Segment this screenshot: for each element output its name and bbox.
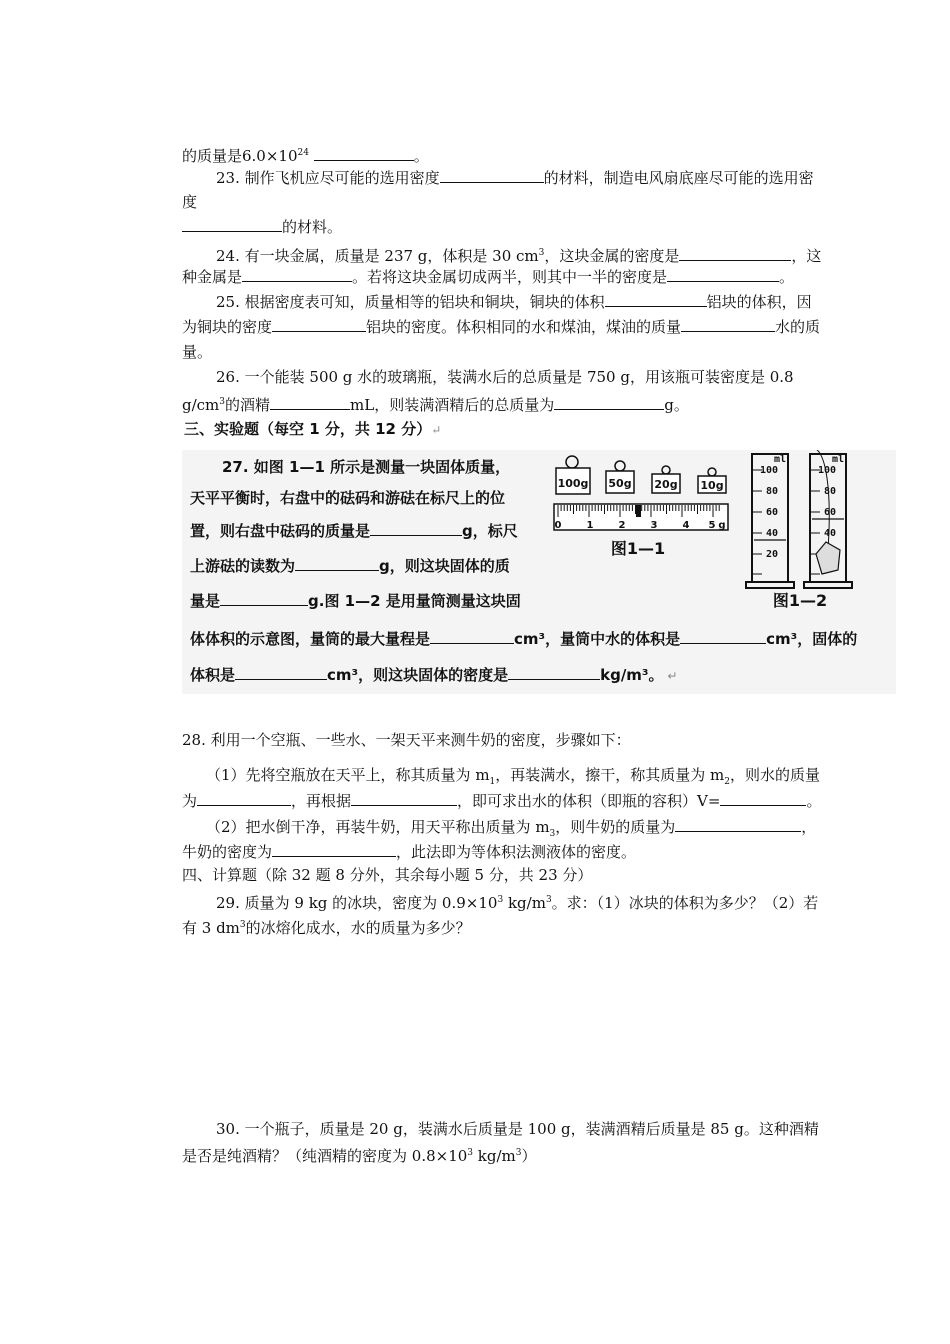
- q28-text-k: 牛奶的密度为: [182, 843, 273, 861]
- ruler-label-4: 4: [682, 520, 690, 531]
- rider-icon: [636, 505, 641, 517]
- cylinder-1-unit: ml: [774, 454, 787, 465]
- q27-line6: [190, 628, 857, 650]
- q22-blank[interactable]: [314, 145, 414, 161]
- paragraph-mark-icon: ↵: [431, 423, 442, 437]
- q28-text-e: ，再根据: [291, 792, 352, 810]
- q28-text-a: （1）先将空瓶放在天平上，称其质量为 m: [206, 766, 490, 784]
- q25-text-a: 根据密度表可知，质量相等的铝块和铜块，铜块的体积: [244, 293, 605, 311]
- q24-line2: [182, 266, 794, 288]
- q24-text-a: 有一块金属，质量是 237 g，体积是 30 cm: [244, 247, 539, 265]
- q25-blank-3[interactable]: [681, 316, 775, 332]
- weight-label-100g: 100g: [557, 477, 589, 490]
- q23-line3: [182, 216, 342, 238]
- q28-intro: [182, 729, 631, 751]
- q28-intro-text: 28. 利用一个空瓶、一些水、一架天平来测牛奶的密度，步骤如下：: [182, 731, 631, 749]
- q26-number: 26.: [216, 368, 240, 386]
- q30-text-d: ）: [521, 1147, 537, 1165]
- q30-text-c: kg/m: [473, 1147, 516, 1165]
- section3-title-text: 三、实验题（每空 1 分，共 12 分）: [184, 420, 432, 438]
- q30-text-b: 是否是纯酒精？（纯酒精的密度为 0.8×10: [182, 1147, 468, 1165]
- q28-sub-1: 1: [489, 777, 496, 787]
- ruler-label-g: g: [718, 520, 726, 531]
- q25-text-d: 铝块的密度。体积相同的水和煤油，煤油的质量: [366, 318, 682, 336]
- q25-text-e: 水的质: [775, 318, 821, 336]
- q29-line1: [216, 889, 818, 914]
- q28-line2: [182, 790, 821, 812]
- cylinder-2-label-80: 80: [824, 486, 837, 497]
- q23-line2: [182, 191, 197, 213]
- q27-text-7b: cm³，则这块固体的密度是: [327, 666, 509, 684]
- section4-title-text: 四、计算题（除 32 题 8 分外，其余每小题 5 分，共 23 分）: [182, 866, 593, 884]
- q24-text-c: ，这: [791, 247, 822, 265]
- q28-text-d: 为: [182, 792, 198, 810]
- q26-line2: [182, 391, 689, 416]
- q26-text-b: g/cm: [182, 396, 220, 414]
- cylinder-1-label-100: 100: [760, 465, 779, 476]
- q26-sup: 3: [219, 397, 226, 407]
- q25-line2: [182, 316, 820, 338]
- cylinder-2-unit: ml: [832, 454, 845, 465]
- q25-blank-2[interactable]: [272, 316, 366, 332]
- weight-label-10g: 10g: [700, 479, 724, 492]
- q27-blank-1[interactable]: [370, 520, 462, 536]
- q22-tail: [182, 142, 429, 167]
- figure-1-2-caption: 图1—2: [772, 591, 828, 610]
- q22-end: 。: [413, 147, 429, 165]
- q23-text-a: 制作飞机应尽可能的选用密度: [244, 169, 440, 187]
- q24-sup: 3: [538, 248, 545, 258]
- q29-sup-1: 3: [497, 895, 504, 905]
- q27-text-4b: g，则这块固体的质: [379, 557, 510, 575]
- q27-text-6a: 体体积的示意图，量筒的最大量程是: [190, 630, 431, 648]
- q29-text-d: 有 3 dm: [182, 919, 240, 937]
- q26-text-e: g。: [664, 396, 689, 414]
- q30-line2: [182, 1142, 537, 1167]
- q27-text-4a: 上游砝的读数为: [190, 557, 296, 575]
- paragraph-mark-icon: ↵: [663, 669, 678, 683]
- q28-text-c: ，则水的质量: [730, 766, 821, 784]
- q27-text-3a: 置，则右盘中砝码的质量是: [190, 522, 371, 540]
- cylinder-2-icon: [804, 450, 852, 588]
- q27-text-7c: kg/m³。: [600, 666, 664, 684]
- ruler-label-5: 5: [708, 520, 716, 531]
- q24-line1: [216, 242, 821, 267]
- q27-text-5b: g.图 1—2 是用量筒测量这块固: [308, 592, 521, 610]
- q24-number: 24.: [216, 247, 240, 265]
- q28-blank-1[interactable]: [197, 790, 291, 806]
- q27-line4: [190, 555, 510, 577]
- q27-line5: [190, 590, 521, 612]
- q28-sub-2: 2: [724, 777, 731, 787]
- q27-line1: [222, 456, 510, 478]
- q27-blank-6[interactable]: [235, 664, 327, 680]
- q24-text-d: 种金属是: [182, 268, 243, 286]
- q27-text-3b: g，标尺: [462, 522, 518, 540]
- q23-line1: [216, 167, 814, 189]
- q24-blank-2[interactable]: [242, 266, 352, 282]
- ruler-label-1: 1: [586, 520, 594, 531]
- q23-blank-1[interactable]: [440, 167, 544, 183]
- q28-text-g: 。: [806, 792, 822, 810]
- q23-number: 23.: [216, 169, 240, 187]
- q27-blank-7[interactable]: [508, 664, 600, 680]
- cylinder-1-label-80: 80: [766, 486, 779, 497]
- q28-line4: [182, 841, 636, 863]
- ruler-label-3: 3: [650, 520, 658, 531]
- q26-text-c: 的酒精: [225, 396, 271, 414]
- q27-blank-5[interactable]: [680, 628, 766, 644]
- q27-blank-4[interactable]: [430, 628, 514, 644]
- q27-line3: [190, 520, 518, 542]
- q28-blank-4[interactable]: [675, 816, 801, 832]
- q26-blank-2[interactable]: [554, 394, 664, 410]
- q27-text-1: 27. 如图 1—1 所示是测量一块固体质量，: [222, 458, 511, 476]
- q24-text-b: ，这块金属的密度是: [544, 247, 680, 265]
- q28-text-f: ，即可求出水的体积（即瓶的容积）V=: [457, 792, 721, 810]
- weight-20g-icon: [652, 466, 680, 493]
- q26-blank-1[interactable]: [270, 394, 350, 410]
- cylinder-1-label-60: 60: [766, 507, 779, 518]
- q25-text-f: 量。: [182, 343, 213, 361]
- figure-1-1-caption: 图1—1: [610, 539, 666, 558]
- q25-text-c: 为铜块的密度: [182, 318, 273, 336]
- q25-blank-1[interactable]: [605, 291, 707, 307]
- q27-box: [182, 450, 896, 694]
- cylinder-1-label-20: 20: [766, 549, 779, 560]
- q27-line2: [190, 487, 505, 509]
- q27-text-6b: cm³，量筒中水的体积是: [514, 630, 681, 648]
- q28-text-h: （2）把水倒干净，再装牛奶，用天平称出质量为 m: [206, 818, 550, 836]
- q30-sup-1: 3: [467, 1148, 474, 1158]
- q29-text-b: kg/m: [503, 894, 546, 912]
- q28-line1: [206, 764, 820, 793]
- section4-title: [182, 864, 592, 886]
- q30-sup-2: 3: [515, 1148, 522, 1158]
- cylinder-2-label-40: 40: [824, 528, 837, 539]
- q30-text-a: 30. 一个瓶子，质量是 20 g，装满水后质量是 100 g，装满酒精后质量是 85 g。这种酒精: [216, 1120, 819, 1138]
- q28-text-l: ，此法即为等体积法测液体的密度。: [396, 843, 637, 861]
- q24-text-e: 。若将这块金属切成两半，则其中一半的密度是: [352, 268, 668, 286]
- ruler-icon: [552, 502, 732, 562]
- q23-blank-2[interactable]: [182, 216, 282, 232]
- q29-sup-2: 3: [545, 895, 552, 905]
- q26-text-a: 一个能装 500 g 水的玻璃瓶，装满水后的总质量是 750 g，用该瓶可装密度是 0.8: [244, 368, 794, 386]
- q29-text-e: 的冰熔化成水，水的质量为多少？: [245, 919, 471, 937]
- weight-10g-icon: [698, 468, 726, 493]
- q22-sup: 24: [297, 148, 309, 158]
- q28-blank-2[interactable]: [351, 790, 457, 806]
- weight-100g-icon: [556, 456, 590, 494]
- q28-sub-3: 3: [549, 829, 556, 839]
- solid-object-icon: [816, 542, 840, 574]
- cylinder-2-label-60: 60: [824, 507, 837, 518]
- q27-text-5a: 量是: [190, 592, 221, 610]
- weight-label-20g: 20g: [654, 478, 678, 491]
- q29-sup-3: 3: [239, 920, 246, 930]
- q28-text-j: ，: [801, 818, 817, 836]
- q27-text-2: 天平平衡时，右盘中的砝码和游砝在标尺上的位: [190, 489, 506, 507]
- figure-1-2: [744, 450, 854, 610]
- q24-text-f: 。: [779, 268, 795, 286]
- q26-line1: [216, 366, 794, 388]
- q24-blank-3[interactable]: [667, 266, 779, 282]
- weight-label-50g: 50g: [608, 477, 632, 490]
- q28-text-i: ，则牛奶的质量为: [555, 818, 676, 836]
- q30-line1: [216, 1118, 819, 1140]
- cylinder-1-icon: [746, 454, 794, 588]
- q29-line2: [182, 914, 471, 939]
- q23-text-c: 度: [182, 193, 198, 211]
- q27-text-7a: 体积是: [190, 666, 236, 684]
- ruler-label-0: 0: [554, 520, 562, 531]
- q25-number: 25.: [216, 293, 240, 311]
- cylinder-1-label-40: 40: [766, 528, 779, 539]
- q22-text: 的质量是6.0×10: [182, 147, 298, 165]
- q25-line3: [182, 341, 212, 363]
- q24-blank-1[interactable]: [679, 245, 791, 261]
- weight-50g-icon: [606, 461, 634, 493]
- q29-text-a: 29. 质量为 9 kg 的冰块，密度为 0.9×10: [216, 894, 498, 912]
- q27-text-6c: cm³，固体的: [766, 630, 858, 648]
- q27-line7: [190, 664, 677, 687]
- cylinder-2-label-100: 100: [818, 465, 837, 476]
- q25-text-b: 铝块的体积，因: [706, 293, 812, 311]
- section3-title: [184, 418, 441, 441]
- q23-text-b: 的材料，制造电风扇底座尽可能的选用密: [543, 169, 814, 187]
- q26-text-d: mL，则装满酒精后的总质量为: [350, 396, 555, 414]
- q27-blank-3[interactable]: [220, 590, 308, 606]
- q27-blank-2[interactable]: [295, 555, 379, 571]
- q29-text-c: 。求：（1）冰块的体积为多少？（2）若: [551, 894, 819, 912]
- q28-blank-3[interactable]: [720, 790, 806, 806]
- q23-text-d: 的材料。: [282, 218, 343, 236]
- q28-blank-5[interactable]: [272, 841, 396, 857]
- ruler-label-2: 2: [618, 520, 626, 531]
- q28-text-b: ，再装满水，擦干，称其质量为 m: [495, 766, 725, 784]
- q25-line1: [216, 291, 812, 313]
